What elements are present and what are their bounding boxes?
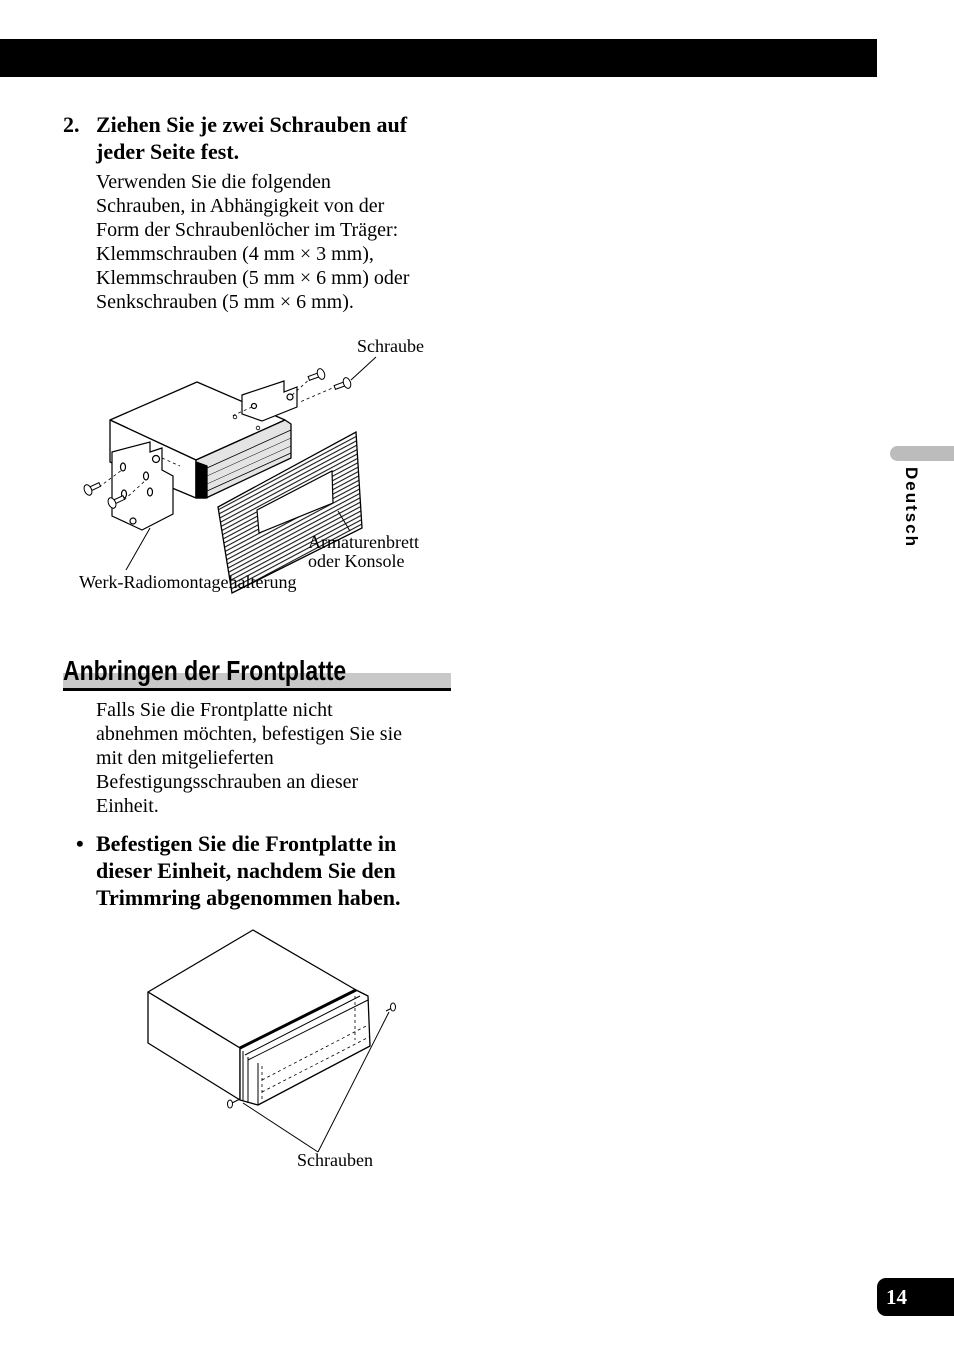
chassis-hole [256,426,260,430]
screw-icon [307,368,326,384]
guide-line [300,386,337,402]
language-tab-marker [890,446,954,461]
bullet-line: Trimmring abgenommen haben. [96,885,401,910]
label-dashboard: oder Konsole [308,551,405,571]
label-dashboard: Armaturenbrett [308,532,419,552]
bracket-hole [144,472,149,480]
step-title-line: jeder Seite fest. [96,139,240,164]
chassis-hole [233,415,237,419]
screw-icon [386,1003,396,1011]
page-number-box [877,1278,954,1316]
bullet-instruction [96,830,401,911]
step-body-line: Senkschrauben (5 mm × 6 mm). [96,291,354,313]
section-body [96,698,402,818]
section-heading-rule [63,688,451,691]
screw-icon [83,480,103,497]
bracket-installation-figure [0,330,460,605]
step-body [96,170,409,314]
section-body-line: mit den mitgelieferten [96,747,274,769]
section-body-line: Befestigungsschrauben an dieser [96,771,359,793]
screw-icon [228,1099,241,1108]
section-body-line: Falls Sie die Frontplatte nicht [96,699,333,721]
faceplate-screws-figure [0,920,460,1180]
head-unit-chassis [148,930,370,1105]
step-number: 2. [63,112,80,137]
step-body-line: Verwenden Sie die folgenden [96,171,331,193]
right-mounting-bracket [242,381,297,421]
section-body-line: Einheit. [96,795,159,817]
bullet-line: dieser Einheit, nachdem Sie den [96,858,396,883]
label-screws: Schrauben [297,1150,373,1170]
bullet-icon: • [76,831,84,856]
bracket-hole [121,463,126,471]
page-number: 14 [886,1285,907,1309]
step-body-line: Schrauben, in Abhängigkeit von der [96,195,385,217]
section-heading [63,655,451,692]
step-title [96,111,407,165]
bracket-hole [130,518,136,524]
step-body-line: Form der Schraubenlöcher im Träger: [96,219,399,241]
bullet-line: Befestigen Sie die Frontplatte in [96,831,397,856]
step-title-line: Ziehen Sie je zwei Schrauben auf [96,112,408,137]
section-title: Anbringen der Frontplatte [63,655,347,686]
leader-line [243,1103,318,1152]
leader-line [126,528,150,570]
language-tab-label: Deutsch [902,467,921,549]
step-body-line: Klemmschrauben (5 mm × 6 mm) oder [96,267,410,289]
section-body-line: abnehmen möchten, befestigen Sie sie [96,723,403,745]
header-bar [0,39,877,77]
step-body-line: Klemmschrauben (4 mm × 3 mm), [96,243,374,265]
bracket-tab-hole [153,456,160,463]
bracket-hole [148,488,153,496]
screw-icon [333,377,352,393]
label-bracket: Werk-Radiomontagehalterung [79,572,297,592]
leader-line [351,357,376,380]
bracket-plate [242,381,297,421]
bezel-edge [196,462,207,498]
bracket-hole [252,404,257,409]
label-screw: Schraube [357,336,424,356]
